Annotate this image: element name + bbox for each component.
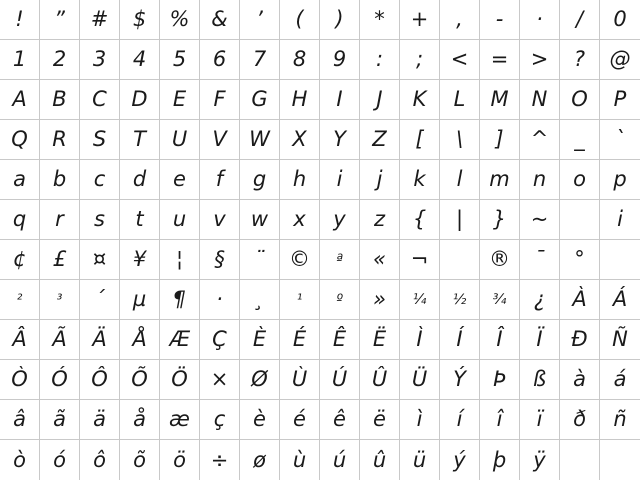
glyph-cell: ~ [520, 200, 560, 240]
glyph-cell: Â [0, 320, 40, 360]
glyph-cell: ¥ [120, 240, 160, 280]
glyph-cell: £ [40, 240, 80, 280]
glyph-cell: Ö [160, 360, 200, 400]
glyph-cell: ¶ [160, 280, 200, 320]
glyph-cell: Õ [120, 360, 160, 400]
glyph-cell: · [200, 280, 240, 320]
glyph-cell: / [560, 0, 600, 40]
glyph-cell: c [80, 160, 120, 200]
glyph-cell: 2 [40, 40, 80, 80]
glyph-cell: q [0, 200, 40, 240]
glyph-cell: ï [520, 400, 560, 440]
glyph-cell: í [440, 400, 480, 440]
glyph-cell: + [400, 0, 440, 40]
glyph-cell: Ð [560, 320, 600, 360]
glyph-cell: Ü [400, 360, 440, 400]
glyph-cell: C [80, 80, 120, 120]
glyph-cell: ã [40, 400, 80, 440]
glyph-cell: ú [320, 440, 360, 480]
glyph-cell: ð [560, 400, 600, 440]
glyph-cell: « [360, 240, 400, 280]
glyph-cell: ^ [520, 120, 560, 160]
glyph-cell: ö [160, 440, 200, 480]
glyph-cell: ÷ [200, 440, 240, 480]
glyph-cell: À [560, 280, 600, 320]
glyph-cell: V [200, 120, 240, 160]
glyph-cell: ³ [40, 280, 80, 320]
glyph-cell: ; [400, 40, 440, 80]
glyph-cell: O [560, 80, 600, 120]
glyph-cell: º [320, 280, 360, 320]
glyph-cell: Æ [160, 320, 200, 360]
glyph-cell: * [360, 0, 400, 40]
glyph-cell: R [40, 120, 80, 160]
glyph-cell: d [120, 160, 160, 200]
glyph-cell: ` [600, 120, 640, 160]
glyph-cell: a [0, 160, 40, 200]
glyph-cell: â [0, 400, 40, 440]
glyph-cell: Q [0, 120, 40, 160]
glyph-cell: ¦ [160, 240, 200, 280]
glyph-cell: : [360, 40, 400, 80]
glyph-cell: ) [320, 0, 360, 40]
glyph-cell: o [560, 160, 600, 200]
glyph-cell: Y [320, 120, 360, 160]
glyph-cell: Z [360, 120, 400, 160]
glyph-cell: Ï [520, 320, 560, 360]
glyph-cell: Ã [40, 320, 80, 360]
glyph-cell: 7 [240, 40, 280, 80]
glyph-cell: z [360, 200, 400, 240]
glyph-cell: × [200, 360, 240, 400]
glyph-cell: ¾ [480, 280, 520, 320]
glyph-cell: Ç [200, 320, 240, 360]
glyph-cell: m [480, 160, 520, 200]
glyph-cell: 6 [200, 40, 240, 80]
glyph-cell: Û [360, 360, 400, 400]
glyph-cell: ù [280, 440, 320, 480]
glyph-cell: v [200, 200, 240, 240]
glyph-cell: ä [80, 400, 120, 440]
glyph-cell: F [200, 80, 240, 120]
glyph-cell: 5 [160, 40, 200, 80]
glyph-cell: ? [560, 40, 600, 80]
glyph-cell: K [400, 80, 440, 120]
glyph-cell: æ [160, 400, 200, 440]
glyph-cell: B [40, 80, 80, 120]
glyph-cell: Ì [400, 320, 440, 360]
glyph-cell: # [80, 0, 120, 40]
glyph-cell: G [240, 80, 280, 120]
glyph-cell: ý [440, 440, 480, 480]
glyph-cell: î [480, 400, 520, 440]
glyph-cell: Ø [240, 360, 280, 400]
glyph-cell: - [480, 0, 520, 40]
glyph-cell: T [120, 120, 160, 160]
glyph-cell: h [280, 160, 320, 200]
glyph-cell: Ù [280, 360, 320, 400]
glyph-cell: 9 [320, 40, 360, 80]
glyph-cell: è [240, 400, 280, 440]
glyph-cell: ¸ [240, 280, 280, 320]
glyph-cell: · [520, 0, 560, 40]
glyph-cell: Ý [440, 360, 480, 400]
glyph-cell [560, 200, 600, 240]
glyph-cell: , [440, 0, 480, 40]
glyph-cell: L [440, 80, 480, 120]
glyph-cell: Ñ [600, 320, 640, 360]
glyph-cell: Ä [80, 320, 120, 360]
glyph-cell: ø [240, 440, 280, 480]
glyph-cell: i [320, 160, 360, 200]
glyph-cell: þ [480, 440, 520, 480]
glyph-cell: ¯ [520, 240, 560, 280]
glyph-cell: Ó [40, 360, 80, 400]
glyph-cell: ² [0, 280, 40, 320]
glyph-cell: $ [120, 0, 160, 40]
glyph-cell: ( [280, 0, 320, 40]
glyph-cell: Å [120, 320, 160, 360]
glyph-cell: } [480, 200, 520, 240]
glyph-cell: 4 [120, 40, 160, 80]
glyph-cell: © [280, 240, 320, 280]
glyph-cell: ê [320, 400, 360, 440]
glyph-cell: M [480, 80, 520, 120]
glyph-cell: Í [440, 320, 480, 360]
glyph-cell: _ [560, 120, 600, 160]
glyph-cell: u [160, 200, 200, 240]
glyph-cell: X [280, 120, 320, 160]
glyph-cell: ñ [600, 400, 640, 440]
glyph-cell: ë [360, 400, 400, 440]
glyph-cell: Þ [480, 360, 520, 400]
glyph-cell: & [200, 0, 240, 40]
glyph-cell: ÿ [520, 440, 560, 480]
glyph-cell: § [200, 240, 240, 280]
glyph-cell: P [600, 80, 640, 120]
glyph-cell: ¢ [0, 240, 40, 280]
glyph-cell: ¹ [280, 280, 320, 320]
glyph-cell: f [200, 160, 240, 200]
glyph-cell: Ë [360, 320, 400, 360]
glyph-cell: ® [480, 240, 520, 280]
glyph-cell: g [240, 160, 280, 200]
glyph-cell: b [40, 160, 80, 200]
glyph-cell: A [0, 80, 40, 120]
glyph-cell: ½ [440, 280, 480, 320]
glyph-cell: S [80, 120, 120, 160]
glyph-cell: e [160, 160, 200, 200]
glyph-cell: µ [120, 280, 160, 320]
glyph-cell: ¨ [240, 240, 280, 280]
glyph-cell: ” [40, 0, 80, 40]
glyph-cell [440, 240, 480, 280]
glyph-cell: I [320, 80, 360, 120]
glyph-cell: È [240, 320, 280, 360]
glyph-cell: = [480, 40, 520, 80]
glyph-cell: y [320, 200, 360, 240]
glyph-cell: ì [400, 400, 440, 440]
glyph-cell: \ [440, 120, 480, 160]
glyph-cell: x [280, 200, 320, 240]
glyph-cell [600, 240, 640, 280]
glyph-cell: k [400, 160, 440, 200]
glyph-cell: J [360, 80, 400, 120]
glyph-cell: % [160, 0, 200, 40]
glyph-cell: N [520, 80, 560, 120]
glyph-cell: ¤ [80, 240, 120, 280]
glyph-cell: E [160, 80, 200, 120]
glyph-cell: r [40, 200, 80, 240]
glyph-cell: Ê [320, 320, 360, 360]
glyph-cell: 1 [0, 40, 40, 80]
glyph-cell [600, 440, 640, 480]
glyph-cell: û [360, 440, 400, 480]
glyph-cell [560, 440, 600, 480]
glyph-cell: w [240, 200, 280, 240]
glyph-cell: | [440, 200, 480, 240]
glyph-cell: i [600, 200, 640, 240]
glyph-cell: W [240, 120, 280, 160]
glyph-cell: ’ [240, 0, 280, 40]
glyph-cell: É [280, 320, 320, 360]
glyph-cell: > [520, 40, 560, 80]
glyph-cell: ò [0, 440, 40, 480]
glyph-cell: à [560, 360, 600, 400]
glyph-cell: ç [200, 400, 240, 440]
glyph-cell: H [280, 80, 320, 120]
glyph-cell: Ò [0, 360, 40, 400]
glyph-cell: Ú [320, 360, 360, 400]
glyph-cell: ¿ [520, 280, 560, 320]
glyph-cell: { [400, 200, 440, 240]
glyph-cell: » [360, 280, 400, 320]
glyph-cell: õ [120, 440, 160, 480]
glyph-cell: ó [40, 440, 80, 480]
glyph-cell: é [280, 400, 320, 440]
glyph-cell: [ [400, 120, 440, 160]
glyph-cell: ô [80, 440, 120, 480]
glyph-cell: p [600, 160, 640, 200]
glyph-cell: t [120, 200, 160, 240]
glyph-cell: á [600, 360, 640, 400]
glyph-cell: ¼ [400, 280, 440, 320]
glyph-cell: Ô [80, 360, 120, 400]
glyph-cell: 8 [280, 40, 320, 80]
glyph-cell: s [80, 200, 120, 240]
glyph-cell: @ [600, 40, 640, 80]
glyph-cell: 3 [80, 40, 120, 80]
glyph-cell: j [360, 160, 400, 200]
glyph-cell: Î [480, 320, 520, 360]
glyph-cell: l [440, 160, 480, 200]
glyph-cell: å [120, 400, 160, 440]
glyph-cell: < [440, 40, 480, 80]
glyph-cell: ] [480, 120, 520, 160]
glyph-cell: 0 [600, 0, 640, 40]
glyph-cell: ´ [80, 280, 120, 320]
glyph-cell: D [120, 80, 160, 120]
glyph-cell: ¬ [400, 240, 440, 280]
glyph-cell: n [520, 160, 560, 200]
glyph-cell: U [160, 120, 200, 160]
glyph-cell: ° [560, 240, 600, 280]
glyph-cell: ü [400, 440, 440, 480]
glyph-cell: ! [0, 0, 40, 40]
glyph-cell: Á [600, 280, 640, 320]
glyph-cell: ª [320, 240, 360, 280]
glyph-cell: ß [520, 360, 560, 400]
